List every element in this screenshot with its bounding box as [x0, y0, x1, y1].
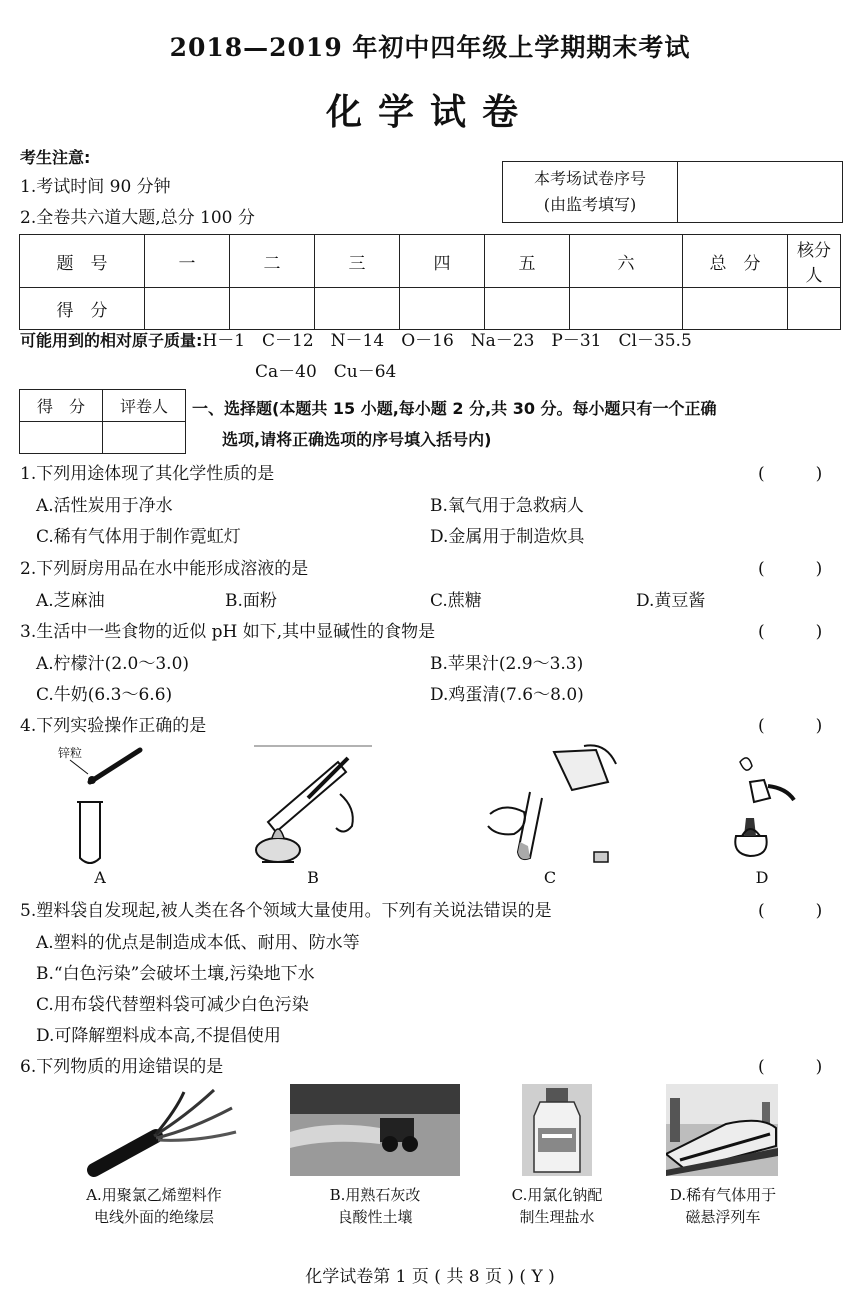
score-header-cell: 六 [570, 235, 683, 288]
option: A.柠檬汁(2.0～3.0) [36, 654, 190, 674]
zinc-label: 锌粒 [58, 746, 83, 760]
score-header-cell: 三 [315, 235, 400, 288]
alcohol-lamp-figure [720, 752, 810, 864]
notice-item: 1.考试时间 90 分钟 [20, 177, 171, 197]
score-header-cell: 二 [230, 235, 315, 288]
option: D.金属用于制造炊具 [430, 527, 585, 547]
option: D.可降解塑料成本高,不提倡使用 [36, 1026, 281, 1046]
question-stem: 2.下列厨房用品在水中能形成溶液的是 [20, 559, 309, 579]
test-tube-zinc-figure [60, 740, 160, 870]
score-cell[interactable] [315, 288, 400, 330]
heating-tube-figure [248, 744, 378, 868]
option: D.鸡蛋清(7.6～8.0) [430, 685, 584, 705]
answer-blank[interactable]: ( ) [758, 901, 823, 921]
option: A.芝麻油 [36, 591, 105, 611]
atomic-mass-line [20, 326, 692, 351]
image-caption: B.用熟石灰改 良酸性土壤 [329, 1186, 421, 1226]
score-header-cell: 五 [485, 235, 570, 288]
atomic-mass-label: 可能用到的相对原子质量: [20, 331, 203, 350]
grader-name-field[interactable] [103, 422, 186, 454]
score-header-cell: 核分人 [788, 235, 841, 288]
seq-number-field[interactable] [678, 162, 843, 223]
option: B.氧气用于急救病人 [430, 496, 584, 516]
answer-blank[interactable]: ( ) [758, 464, 823, 484]
image-caption: D.稀有气体用于 磁悬浮列车 [669, 1186, 777, 1226]
figure-label: D [755, 868, 769, 887]
page-footer: 化学试卷第 1 页 ( 共 8 页 ) ( Y ) [305, 1267, 555, 1287]
score-header-cell: 题 号 [20, 235, 145, 288]
option: C.稀有气体用于制作霓虹灯 [36, 527, 241, 547]
option: C.蔗糖 [430, 591, 482, 611]
score-header-cell: 一 [145, 235, 230, 288]
pouring-liquid-figure [484, 742, 624, 868]
exam-title: 2018—2019 年初中四年级上学期期末考试 [169, 33, 691, 62]
score-header-cell: 总 分 [683, 235, 788, 288]
field-tractor-image [290, 1084, 460, 1176]
figure-label: A [94, 868, 106, 887]
seq-number-box [502, 161, 843, 223]
answer-blank[interactable]: ( ) [758, 716, 823, 736]
notice-item: 2.全卷共六道大题,总分 100 分 [20, 208, 255, 228]
atomic-mass-values: H－1 C－12 N－14 O－16 Na－23 P－31 Cl－35.5 [202, 331, 692, 351]
answer-blank[interactable]: ( ) [758, 559, 823, 579]
seq-number-label: 本考场试卷序号 (由监考填写) [503, 162, 678, 223]
image-caption: A.用聚氯乙烯塑料作 电线外面的绝缘层 [86, 1186, 222, 1226]
section-title: 选项,请将正确选项的序号填入括号内) [222, 430, 492, 449]
atomic-mass-values: Ca－40 Cu－64 [255, 362, 397, 382]
question-stem: 4.下列实验操作正确的是 [20, 716, 207, 736]
grader-box [19, 389, 186, 454]
section-title: 一、选择题(本题共 15 小题,每小题 2 分,共 30 分。每小题只有一个正确 [192, 399, 717, 418]
option: D.黄豆酱 [636, 591, 706, 611]
question-stem: 1.下列用途体现了其化学性质的是 [20, 464, 275, 484]
figure-label: C [543, 868, 557, 887]
answer-blank[interactable]: ( ) [758, 622, 823, 642]
score-cell[interactable] [145, 288, 230, 330]
score-table-header [20, 235, 841, 288]
grader-name-label: 评卷人 [103, 390, 186, 422]
option: B.“白色污染”会破坏土壤,污染地下水 [36, 964, 315, 984]
grader-score-field[interactable] [20, 422, 103, 454]
image-caption: C.用氯化钠配 制生理盐水 [511, 1186, 603, 1226]
score-cell[interactable] [230, 288, 315, 330]
cable-image [86, 1086, 246, 1178]
score-row-label: 得 分 [20, 288, 145, 330]
grader-score-label: 得 分 [20, 390, 103, 422]
option: B.面粉 [225, 591, 277, 611]
figure-label: B [307, 868, 319, 887]
score-table-row [20, 288, 841, 330]
option: C.用布袋代替塑料袋可减少白色污染 [36, 995, 309, 1015]
question-stem: 3.生活中一些食物的近似 pH 如下,其中显碱性的食物是 [20, 622, 436, 642]
exam-subject: 化学试卷 [325, 91, 534, 133]
question-stem: 5.塑料袋自发现起,被人类在各个领域大量使用。下列有关说法错误的是 [20, 901, 552, 921]
score-header-cell: 四 [400, 235, 485, 288]
maglev-train-image [666, 1084, 778, 1176]
notice-heading: 考生注意: [20, 148, 91, 167]
saline-bottle-image [522, 1084, 592, 1176]
answer-blank[interactable]: ( ) [758, 1057, 823, 1077]
question-stem: 6.下列物质的用途错误的是 [20, 1057, 224, 1077]
score-cell[interactable] [788, 288, 841, 330]
option: C.牛奶(6.3～6.6) [36, 685, 173, 705]
score-cell[interactable] [485, 288, 570, 330]
score-table [19, 234, 841, 330]
score-cell[interactable] [570, 288, 683, 330]
option: B.苹果汁(2.9～3.3) [430, 654, 584, 674]
option: A.塑料的优点是制造成本低、耐用、防水等 [36, 933, 360, 953]
option: A.活性炭用于净水 [36, 496, 173, 516]
score-cell[interactable] [400, 288, 485, 330]
score-cell[interactable] [683, 288, 788, 330]
